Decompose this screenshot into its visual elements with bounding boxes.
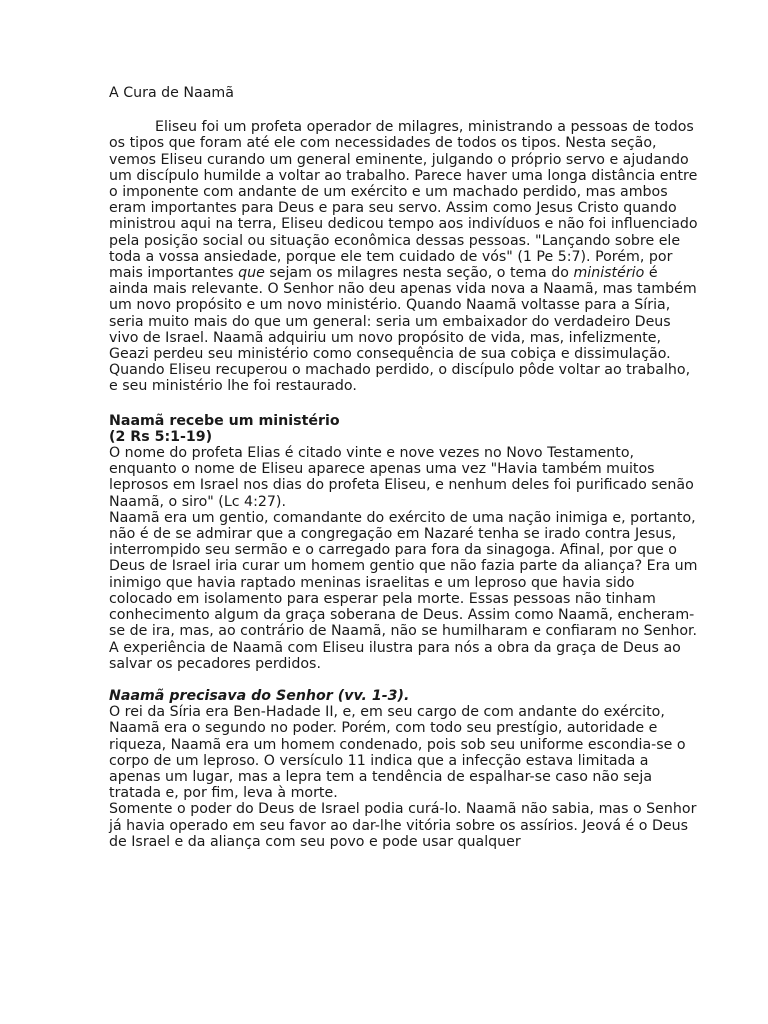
section-heading-reference: (2 Rs 5:1-19) — [109, 428, 213, 445]
intro-text-part-1: Eliseu foi um profeta operador de milagres, ministrando a pessoas de todos os tipos que foram até ele com necessidades de todos os tipos. Nesta seção, vemos Eliseu curando um general eminente, julgando o próprio servo e ajudando um discípulo humilde a voltar ao trabalho. Parece haver uma longa distância entre o imponente com andante de um exército e um machado perdido, mas ambos eram importantes para Deus e para seu servo. Assim como Jesus Cristo quando ministrou aqui na terra, Eliseu dedicou tempo aos indivíduos e não foi influenciado pela posição social ou situação econômica dessas pessoas. "Lançando sobre ele toda a vossa ansiedade, porque ele tem cuidado de vós" (1 Pe 5:7). Porém, por mais importantes — [109, 119, 703, 282]
section-heading-precisava: Naamã precisava do Senhor (vv. 1-3). — [109, 687, 410, 704]
section-heading-ministerio: Naamã recebe um ministério — [109, 412, 340, 429]
intro-emphasis-que: que — [238, 265, 265, 282]
section1-paragraph-2: Naamã era um gentio, comandante do exército de uma nação inimiga e, portanto, não é de se admirar que a congregação em Nazaré tenha se irado contra Jesus, interrompido seu sermão e o carregado para fora da sinagoga. Afinal, por que o Deus de Israel iria curar um homem gentio que não fazia parte da aliança? Era um inimigo que havia raptado meninas israelitas e um leproso que havia sido colocado em isolamento para esperar pela morte. Essas pessoas não tinham conhecimento algum da graça soberana de Deus. Assim como Naamã, encheram-se de ira, mas, ao contrário de Naamã, não se humilharam e confiaram no Senhor. A experiência de Naamã com Eliseu ilustra para nós a obra da graça de Deus ao salvar os pecadores perdidos. — [109, 509, 703, 672]
document-page — [109, 85, 703, 850]
intro-text-part-3: é ainda mais relevante. O Senhor não deu apenas vida nova a Naamã, mas também um novo propósito e um novo ministério. Quando Naamã voltasse para a Síria, seria muito mais do que um general: seria um embaixador do verdadeiro Deus vivo de Israel. Naamã adquiriu um novo propósito de vida, mas, infelizmente, Geazi perdeu seu ministério como consequência de sua cobiça e dissimulação. Quando Eliseu recuperou o machado perdido, o discípulo pôde voltar ao trabalho, e seu ministério lhe foi restaurado. — [109, 265, 702, 395]
section1-paragraph-1: O nome do profeta Elias é citado vinte e nove vezes no Novo Testamento, enquanto o nome de Eliseu aparece apenas uma vez "Havia também muitos leprosos em Israel nos dias do profeta Eliseu, e nenhum deles foi purificado senão Naamã, o siro" (Lc 4:27). — [109, 445, 699, 510]
spacer — [109, 395, 699, 413]
intro-emphasis-ministerio: ministério — [573, 265, 645, 282]
intro-paragraph — [109, 119, 703, 395]
section2-paragraph-1: O rei da Síria era Ben-Hadade II, e, em seu cargo de com andante do exército, Naamã era o segundo no poder. Porém, com todo seu prestígio, autoridade e riqueza, Naamã era um homem condenado, pois sob seu uniforme escondia-se o corpo de um leproso. O versículo 11 indica que a infecção estava limitada a apenas um lugar, mas a lepra tem a tendência de espalhar-se caso não seja tratada e, por fim, leva à morte. — [109, 704, 691, 802]
document-title: A Cura de Naamã — [109, 85, 234, 101]
spacer — [109, 672, 699, 688]
intro-text-part-2: sejam os milagres nesta seção, o tema do — [264, 265, 574, 282]
section2-paragraph-2: Somente o poder do Deus de Israel podia curá-lo. Naamã não sabia, mas o Senhor já havia operado em seu favor ao dar-lhe vitória sobre os assírios. Jeová é o Deus de Israel e da aliança com seu povo e pode usar qualquer — [109, 801, 701, 850]
